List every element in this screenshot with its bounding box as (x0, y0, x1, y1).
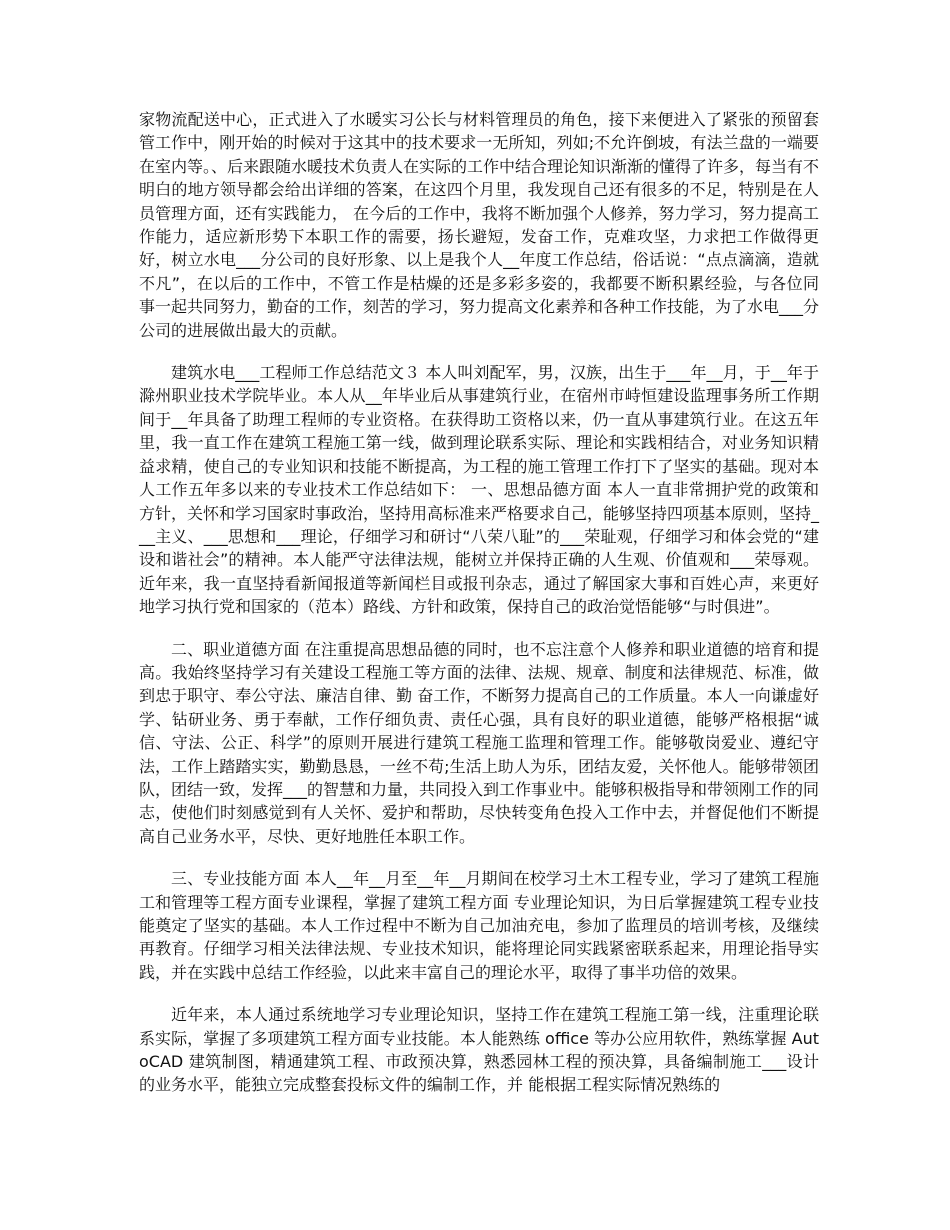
paragraph-3: 二、职业道德方面 在注重提高思想品德的同时，也不忘注意个人修养和职业道德的培育和提高。我始终坚持学习有关建设工程施工等方面的法律、法规、规章、制度和法律规范、标准，做到忠于职守、奉公守法、廉洁自律、勤 奋工作，不断努力提高自己的工作质量。本人一向谦虚好学、钻研业务、勇于奉献，工作仔细负责、责任心强，具有良好的职业道德，能够严格根据“诚信、守法、公正、科学”的原则开展进行建筑工程施工监理和管理工作。能够敬岗爱业、遵纪守法，工作上踏踏实实，勤勤恳恳，一丝不苟;生活上助人为乐，团结友爱，关怀他人。能够带领团队，团结一致，发挥___的智慧和力量，共同投入到工作事业中。能够积极指导和带领刚工作的同志，使他们时刻感觉到有人关怀、爱护和帮助，尽快转变角色投入工作中去，并督促他们不断提高自己业务水平，尽快、更好地胜任本职工作。 (139, 639, 820, 846)
paragraph-1: 家物流配送中心，正式进入了水暖实习公长与材料管理员的角色，接下来便进入了紧张的预留套管工作中，刚开始的时候对于这其中的技术要求一无所知，列如;不允许倒坡，有法兰盘的一端要在室内等。、后来跟随水暖技术负责人在实际的工作中结合理论知识渐渐的懂得了许多，每当有不明白的地方领导都会给出详细的答案，在这四个月里，我发现自己还有很多的不足，特别是在人员管理方面，还有实践能力， 在今后的工作中，我将不断加强个人修养，努力学习，努力提高工作能力，适应新形势下本职工作的需要，扬长避短，发奋工作，克难攻坚，力求把工作做得更好，树立水电___分公司的良好形象、以上是我个人__年度工作总结，俗话说：“点点滴滴，造就不凡”，在以后的工作中，不管工作是枯燥的还是多彩多姿的，我都要不断积累经验，与各位同事一起共同努力，勤奋的工作，刻苦的学习，努力提高文化素养和各种工作技能，为了水电___分公司的进展做出最大的贡献。 (139, 110, 820, 340)
paragraph-2: 建筑水电___工程师工作总结范文３ 本人叫刘配军，男，汉族，出生于___年__月，于__年于滁州职业技术学院毕业。本人从__年毕业后从事建筑行业，在宿州市峙恒建设监理事务所工作期间于__年具备了助理工程师的专业资格。在获得助工资格以来，仍一直从事建筑行业。在这五年里，我一直工作在建筑工程施工第一线，做到理论联系实际、理论和实践相结合，对业务知识精益求精，使自己的专业知识和技能不断提高，为工程的施工管理工作打下了坚实的基础。现对本人工作五年多以来的专业技术工作总结如下： 一、思想品德方面 本人一直非常拥护党的政策和方针，关怀和学习国家时事政治，坚持用高标准来严格要求自己，能够坚持四项基本原则，坚持___主义、___思想和___理论，仔细学习和研讨“八荣八耻”的___荣耻观，仔细学习和体会党的“建设和谐社会”的精神。本人能严守法律法规，能树立并保持正确的人生观、价值观和___荣辱观。近年来，我一直坚持看新闻报道等新闻栏目或报刊杂志，通过了解国家大事和百姓心声，来更好地学习执行党和国家的（范本）路线、方针和政策，保持自己的政治觉悟能够“与时俱进”。 (139, 363, 820, 617)
document-body (139, 108, 819, 1116)
paragraph-4: 三、专业技能方面 本人__年__月至__年__月期间在校学习土木工程专业，学习了建筑工程施工和管理等工程方面专业课程，掌握了建筑工程方面 专业理论知识，为日后掌握建筑工程专业技能奠定了坚实的基础。本人工作过程中不断为自己加油充电，参加了监理员的培训考核，及继续再教育。仔细学习相关法律法规、专业技术知识，能将理论同实践紧密联系起来，用理论指导实践，并在实践中总结工作经验，以此来丰富自己的理论水平，取得了事半功倍的效果。 (139, 869, 819, 982)
paragraph-5: 近年来，本人通过系统地学习专业理论知识，坚持工作在建筑工程施工第一线，注重理论联系实际，掌握了多项建筑工程方面专业技能。本人能熟练 office 等办公应用软件，熟练掌握 AutoCAD 建筑制图，精通建筑工程、市政预决算，熟悉园林工程的预决算，具备编制施工___设计的业务水平，能独立完成整套投标文件的编制工作，并 能根据工程实际情况熟练的 (139, 1005, 819, 1095)
